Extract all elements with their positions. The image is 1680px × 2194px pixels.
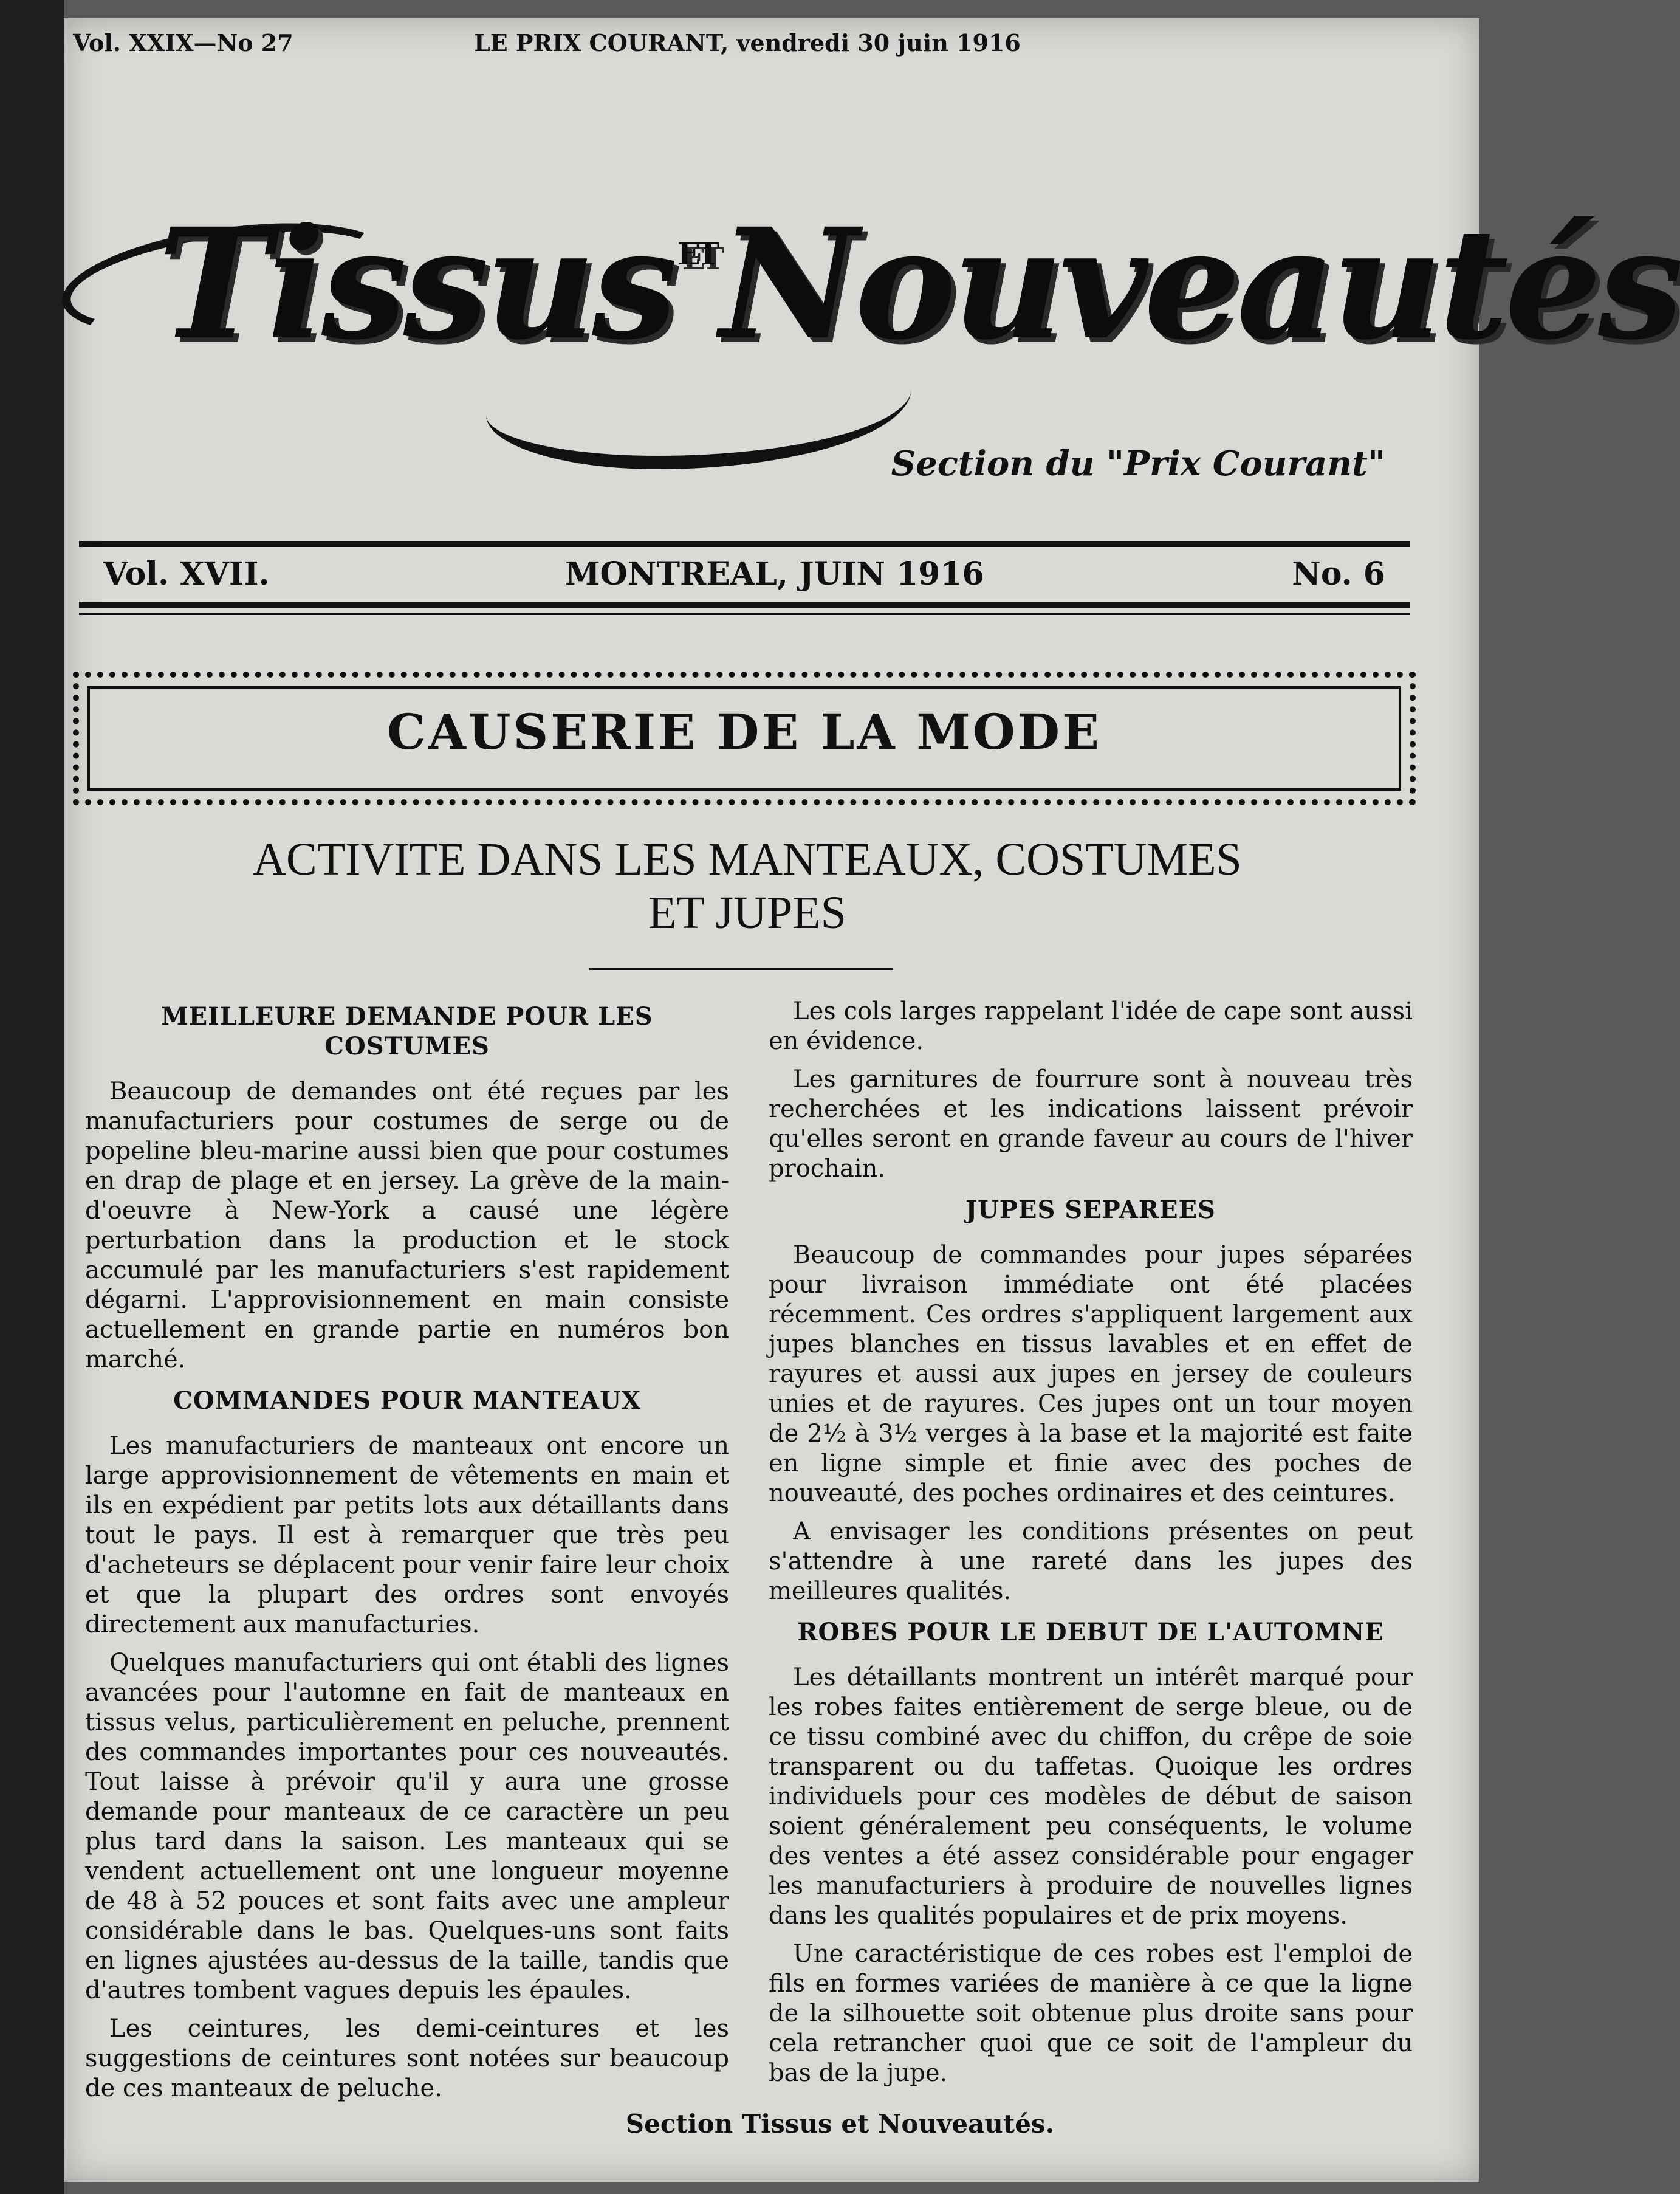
section-banner-title: CAUSERIE DE LA MODE (387, 703, 1102, 760)
headline-line2: ET JUPES (648, 887, 846, 938)
paragraph: Beaucoup de demandes ont été reçues par les manufacturiers pour costumes de serge ou de popeline bleu-marine aussi bien que pour costumes en drap de plage et en jersey. La grève de la main-d'oeuvre à New-York a causé une légère perturbation dans la production et le stock accumulé par les manufacturiers s'est rapidement dégarni. L'approvisionnement en main consiste actuellement en grande partie en numéros bon marché. (85, 1078, 729, 1374)
place-date: MONTREAL, JUIN 1916 (565, 555, 984, 593)
subheading: ROBES POUR LE DEBUT DE L'AUTOMNE (797, 1618, 1384, 1646)
scan-border (0, 0, 64, 2194)
volume-label: Vol. XVII. (103, 555, 270, 593)
subheading: COMMANDES POUR MANTEAUX (173, 1386, 641, 1415)
rule (79, 613, 1410, 615)
rule (79, 602, 1410, 608)
paragraph: Les cols larges rappelant l'idée de cape sont aussi en évidence. (769, 997, 1413, 1055)
paragraph: Les ceintures, les demi-ceintures et les suggestions de ceintures sont notées sur beaucoup de ces manteaux de peluche. (85, 2015, 729, 2102)
article-column-right (769, 997, 1413, 2097)
issue-no: No. 6 (1292, 555, 1385, 593)
masthead-title-part1: Tissus (158, 194, 674, 373)
masthead-title-et: ET (677, 236, 716, 272)
headline-rule (589, 968, 893, 970)
masthead-title (158, 194, 1680, 373)
page-footer: Section Tissus et Nouveautés. (625, 2109, 1055, 2139)
masthead-subtitle: Section du "Prix Courant" (891, 444, 1385, 484)
issue-number: Vol. XXIX—No 27 (73, 29, 293, 57)
paragraph: Beaucoup de commandes pour jupes séparées pour livraison immédiate ont été placées récemment. Ces ordres s'appliquent largement aux jupes blanches en tissus lavables et en effet de rayures et aussi aux jupes en jersey de couleurs unies et de rayures. Ces jupes ont un tour moyen de 2½ à 3½ verges à la base et la majorité est faite en ligne simple et finie avec des poches de nouveauté, des poches ordinaires et des ceintures. (769, 1241, 1413, 1507)
paragraph: Les garnitures de fourrure sont à nouveau très recherchées et les indications laissent prévoir qu'elles seront en grande faveur au cours de l'hiver prochain. (769, 1065, 1413, 1183)
article-column-left (85, 997, 729, 2112)
subheading: MEILLEURE DEMANDE POUR LES COSTUMES (161, 1002, 653, 1061)
paragraph: Quelques manufacturiers qui ont établi des lignes avancées pour l'automne en fait de manteaux en tissus velus, particulièrement en peluche, prennent des commandes importantes pour ces nouveautés. Tout laisse à prévoir qu'il y aura une grosse demande pour manteaux de ce caractère un peu plus tard dans la saison. Les manteaux qui se vendent actuellement ont une longueur moyenne de 48 à 52 pouces et sont faits avec une ampleur considérable dans le bas. Quelques-uns sont faits en lignes ajustées au-dessus de la taille, tandis que d'autres tombent vagues depuis les épaules. (85, 1649, 729, 2004)
rule (79, 541, 1410, 547)
subheading: JUPES SEPAREES (965, 1195, 1216, 1224)
running-head (73, 29, 1595, 66)
masthead-title-part2: Nouveautés (719, 194, 1680, 373)
publication-date: LE PRIX COURANT, vendredi 30 juin 1916 (474, 29, 1021, 57)
paragraph: Une caractéristique de ces robes est l'emploi de fils en formes variées de manière à ce que la ligne de la silhouette soit obtenue plus droite sans pour cela retrancher quoi que ce soit de l'ampleur du bas de la jupe. (769, 1940, 1413, 2087)
section-banner (73, 672, 1416, 805)
headline-line1: ACTIVITE DANS LES MANTEAUX, COSTUMES (253, 834, 1242, 885)
masthead (61, 182, 1680, 484)
paragraph: A envisager les conditions présentes on peut s'attendre à une rareté dans les jupes des meilleures qualités. (769, 1518, 1413, 1605)
article-headline (91, 833, 1404, 940)
volume-bar (79, 541, 1410, 615)
paragraph: Les détaillants montrent un intérêt marqué pour les robes faites entièrement de serge bleue, ou de ce tissu combiné avec du chiffon, du crêpe de soie transparent ou du taffetas. Quoique les ordres individuels pour ces modèles de début de saison soient généralement peu conséquents, le volume des ventes a été assez considérable pour engager les manufacturiers à produire de nouvelles lignes dans les qualités populaires et de prix moyens. (769, 1663, 1413, 1930)
paragraph: Les manufacturiers de manteaux ont encore un large approvisionnement de vêtements en main et ils en expédient par petits lots aux détaillants dans tout le pays. Il est à remarquer que très peu d'acheteurs se déplacent pour venir faire leur choix et que la plupart des ordres sont envoyés directement aux manufacturies. (85, 1432, 729, 1639)
